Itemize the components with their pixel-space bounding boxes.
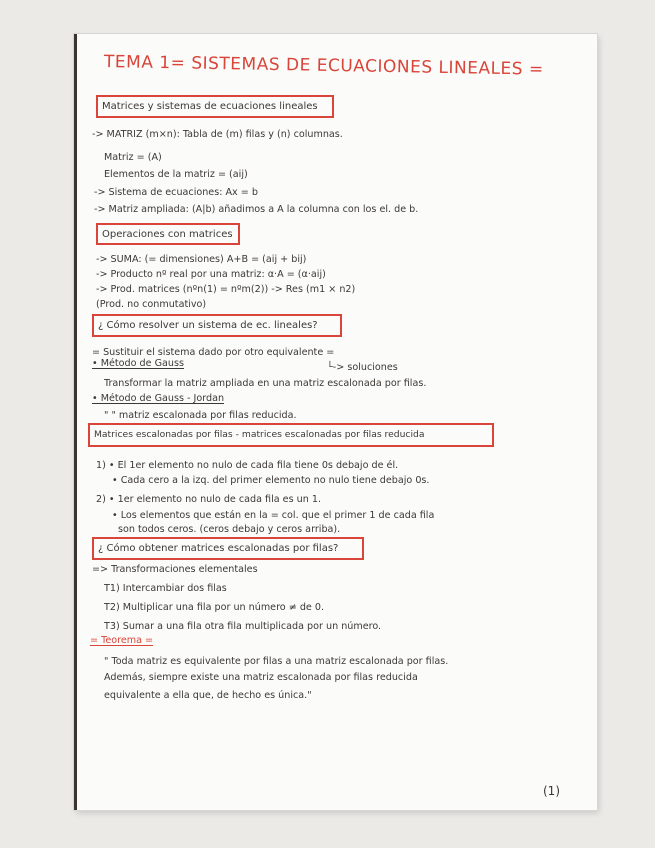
note-line: -> MATRIZ (m×n): Tabla de (m) filas y (n) columnas. bbox=[92, 129, 343, 140]
note-line: = Sustituir el sistema dado por otro equivalente = bbox=[92, 347, 335, 358]
note-line: └-> soluciones bbox=[327, 362, 398, 373]
note-line: -> Prod. matrices (nºn(1) = nºm(2)) -> Res (m1 × n2) bbox=[96, 284, 356, 295]
note-line: -> Matriz ampliada: (A|b) añadimos a A la columna con los el. de b. bbox=[94, 204, 419, 215]
section-heading-echelon: Matrices escalonadas por filas - matrices escalonadas por filas reducida bbox=[88, 423, 494, 447]
note-line: " " matriz escalonada por filas reducida. bbox=[104, 410, 297, 421]
note-line: son todos ceros. (ceros debajo y ceros arriba). bbox=[118, 524, 341, 535]
note-line: • Cada cero a la izq. del primer elemento no nulo tiene debajo 0s. bbox=[112, 475, 430, 486]
note-line: -> Producto nº real por una matriz: α·A = (α·aij) bbox=[96, 269, 326, 280]
note-line: Transformar la matriz ampliada en una matriz escalonada por filas. bbox=[104, 378, 427, 389]
method-gauss-jordan: • Método de Gauss - Jordan bbox=[92, 393, 225, 404]
note-line: (Prod. no conmutativo) bbox=[96, 299, 207, 310]
note-line: -> Sistema de ecuaciones: Ax = b bbox=[94, 187, 258, 198]
note-line: Matriz = (A) bbox=[104, 152, 162, 163]
theorem-heading: = Teorema = bbox=[90, 635, 154, 646]
note-line: -> SUMA: (= dimensiones) A+B = (aij + bij) bbox=[96, 254, 307, 265]
note-line: 1) • El 1er elemento no nulo de cada fila tiene 0s debajo de él. bbox=[96, 460, 399, 471]
note-line: T3) Sumar a una fila otra fila multiplicada por un número. bbox=[104, 621, 382, 632]
note-line: • Los elementos que están en la = col. que el primer 1 de cada fila bbox=[112, 510, 435, 521]
section-heading-resolve: ¿ Cómo resolver un sistema de ec. lineales? bbox=[92, 314, 342, 337]
note-line: => Transformaciones elementales bbox=[92, 564, 258, 575]
note-line: Elementos de la matriz = (aij) bbox=[104, 169, 248, 180]
note-line: T1) Intercambiar dos filas bbox=[104, 583, 227, 594]
note-line: T2) Multiplicar una fila por un número ≠ de 0. bbox=[104, 602, 325, 613]
page-title: TEMA 1= SISTEMAS DE ECUACIONES LINEALES = bbox=[103, 52, 544, 80]
note-line: " Toda matriz es equivalente por filas a una matriz escalonada por filas. bbox=[104, 656, 449, 667]
note-line: Además, siempre existe una matriz escalonada por filas reducida bbox=[104, 672, 418, 683]
section-heading-matrices: Matrices y sistemas de ecuaciones lineales bbox=[96, 95, 334, 118]
section-heading-operations: Operaciones con matrices bbox=[96, 223, 240, 245]
page-number: (1) bbox=[543, 784, 560, 798]
note-line: 2) • 1er elemento no nulo de cada fila es un 1. bbox=[96, 494, 321, 505]
method-gauss: • Método de Gauss bbox=[92, 358, 184, 369]
note-line: equivalente a ella que, de hecho es única." bbox=[104, 690, 312, 701]
section-heading-obtain: ¿ Cómo obtener matrices escalonadas por filas? bbox=[92, 537, 364, 560]
